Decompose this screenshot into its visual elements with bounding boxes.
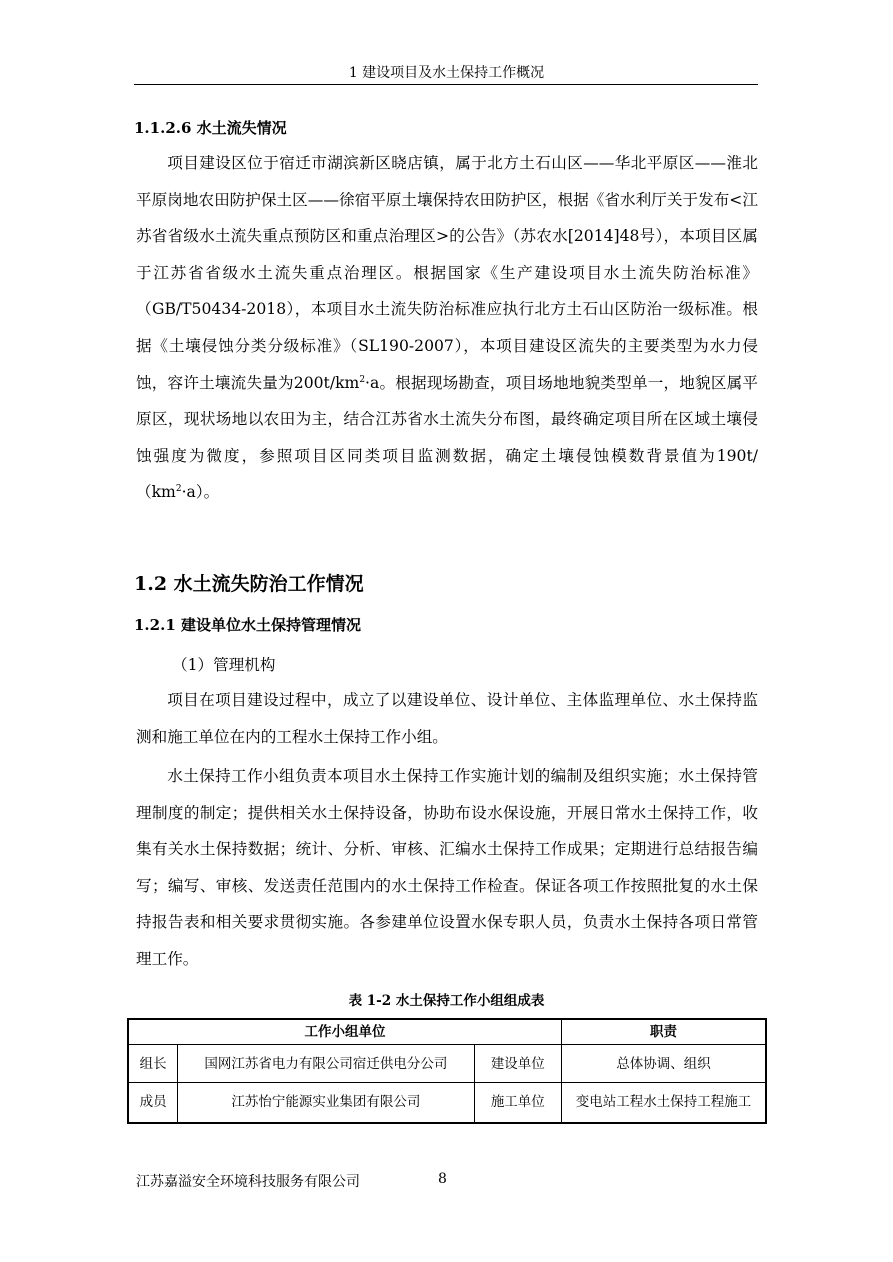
section-heading-12: 1.2 水土流失防治工作情况 xyxy=(134,573,364,595)
paragraph-text-part2: ·a。根据现场勘查，项目场地地貌类型单一，地貌区属平原区，现状场地以农田为主，结合江苏省水土流失分布图，最终确定项目所在区域土壤侵蚀强度为微度，参照项目区同类项目监测数据，确定土壤侵蚀模数背景值为190t/（km xyxy=(136,373,758,502)
working-group-table xyxy=(127,1018,767,1124)
page-header: 1 建设项目及水土保持工作概况 xyxy=(348,65,545,81)
table-cell-org: 江苏怡宁能源实业集团有限公司 xyxy=(178,1083,474,1123)
table-header-unit: 工作小组单位 xyxy=(128,1019,562,1045)
header-divider xyxy=(134,84,758,85)
table-row xyxy=(128,1083,766,1123)
section-paragraph-soil-loss xyxy=(136,145,758,511)
footer-company: 江苏嘉溢安全环境科技服务有限公司 xyxy=(136,1174,360,1190)
table-cell-type: 建设单位 xyxy=(474,1045,561,1083)
table-cell-duty: 变电站工程水土保持工程施工 xyxy=(562,1083,766,1123)
page-number: 8 xyxy=(438,1171,447,1187)
section-heading-121: 1.2.1 建设单位水土保持管理情况 xyxy=(134,616,361,634)
table-cell-type: 施工单位 xyxy=(474,1083,561,1123)
table-cell-org: 国网江苏省电力有限公司宿迁供电分公司 xyxy=(178,1045,474,1083)
paragraph-group-duties: 水土保持工作小组负责本项目水土保持工作实施计划的编制及组织实施；水土保持管理制度的制定；提供相关水土保持设备，协助布设水保设施，开展日常水土保持工作，收集有关水土保持数据；统计、分析、审核、汇编水土保持工作成果；定期进行总结报告编写；编写、审核、发送责任范围内的水土保持工作检查。保证各项工作按照批复的水土保持报告表和相关要求贯彻实施。各参建单位设置水保专职人员，负责水土保持各项日常管理工作。 xyxy=(136,767,758,968)
table-row xyxy=(128,1045,766,1083)
superscript: 2 xyxy=(175,484,182,495)
table-cell-duty: 总体协调、组织 xyxy=(562,1045,766,1083)
paragraph-working-group: 项目在项目建设过程中，成立了以建设单位、设计单位、主体监理单位、水土保持监测和施工单位在内的工程水土保持工作小组。 xyxy=(136,691,758,746)
section-heading-1126: 1.1.2.6 水土流失情况 xyxy=(134,119,287,137)
table-header-row xyxy=(128,1019,766,1045)
superscript: 2 xyxy=(359,374,366,385)
table-header-duty: 职责 xyxy=(562,1019,766,1045)
table-cell-role: 成员 xyxy=(128,1083,178,1123)
list-item-management: （1）管理机构 xyxy=(172,656,276,674)
table-caption: 表 1-2 水土保持工作小组组成表 xyxy=(348,993,545,1009)
paragraph-text-part1: 项目建设区位于宿迁市湖滨新区晓店镇，属于北方土石山区——华北平原区——淮北平原岗地农田防护保土区——徐宿平原土壤保持农田防护区，根据《省水利厅关于发布<江苏省省级水土流失重点预防区和重点治理区>的公告》（苏农水[2014]48号），本项目区属于江苏省省级水土流失重点治理区。根据国家《生产建设项目水土流失防治标准》（GB/T50434-2018），本项目水土流失防治标准应执行北方土石山区防治一级标准。根据《土壤侵蚀分类分级标准》（SL190-2007），本项目建设区流失的主要类型为水力侵蚀，容许土壤流失量为200t/km xyxy=(136,154,758,392)
table-cell-role: 组长 xyxy=(128,1045,178,1083)
paragraph-text-part3: ·a）。 xyxy=(181,483,220,502)
